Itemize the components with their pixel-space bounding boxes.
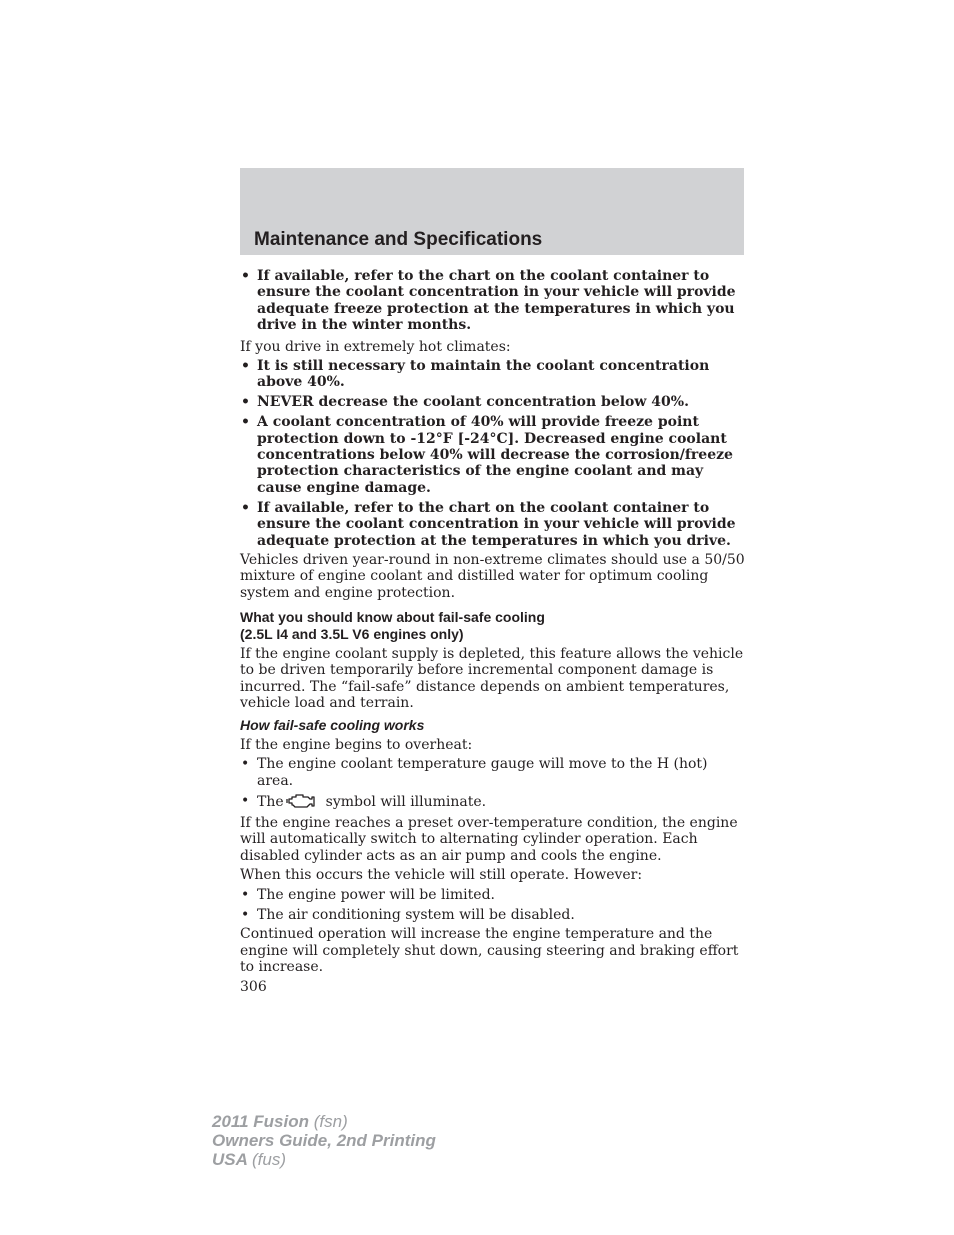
failsafe-heading-line-1: What you should know about fail-safe cooling: [240, 609, 545, 626]
continued-paragraph: Continued operation will increase the engine temperature and the engine will completely shut down, causing steering and braking effort to increase.: [240, 926, 739, 975]
operate-bullet-list: [240, 887, 745, 923]
hot-climates-intro: If you drive in extremely hot climates:: [240, 338, 511, 355]
mixture-paragraph: Vehicles driven year-round in non-extreme climates should use a 50/50 mixture of engine coolant and distilled water for optimum cooling system and engine protection.: [240, 552, 745, 601]
list-item: • The engine power will be limited.: [240, 887, 745, 903]
list-item: • It is still necessary to maintain the coolant concentration above 40%.: [240, 358, 745, 391]
overtemp-paragraph: If the engine reaches a preset over-temperature condition, the engine will automatically switch to alternating cylinder operation. Each disabled cylinder acts as an air pump and cools the engine.: [240, 814, 738, 864]
list-item: • If available, refer to the chart on the coolant container to ensure the coolant concentration in your vehicle will provide adequate freeze protection at the temperatures in which you drive in the winter months.: [240, 268, 745, 334]
footer-edition-info: [212, 1112, 436, 1169]
footer-line-1: [212, 1112, 436, 1131]
footer-market: USA: [212, 1150, 248, 1169]
footer-model-code: (fsn): [313, 1112, 348, 1131]
failsafe-heading-line-2: (2.5L I4 and 3.5L V6 engines only): [240, 625, 464, 642]
winter-bullet-list: [240, 268, 745, 334]
list-item: • A coolant concentration of 40% will provide freeze point protection down to -12°F [-24°C]. Decreased engine coolant concentrations below 40% will decrease the corrosion/freeze protection characteristics of the engine coolant and may cause engine damage.: [240, 414, 745, 496]
operate-intro: When this occurs the vehicle will still operate. However:: [240, 867, 643, 884]
footer-line-3: [212, 1150, 436, 1169]
list-item: • The air conditioning system will be disabled.: [240, 907, 745, 923]
overheat-intro: If the engine begins to overheat:: [240, 737, 473, 754]
failsafe-paragraph: If the engine coolant supply is depleted, this feature allows the vehicle to be driven temporarily before incremental component damage is incurred. The “fail-safe” distance depends on ambient temperatures, vehicle load and terrain.: [240, 646, 744, 712]
list-item: • If available, refer to the chart on the coolant container to ensure the coolant concentration in your vehicle will provide adequate protection at the temperatures in which you drive.: [240, 500, 745, 549]
how-failsafe-heading: How fail-safe cooling works: [240, 716, 425, 733]
overheat-bullet-list: [240, 756, 745, 810]
footer-market-code: (fus): [252, 1150, 286, 1169]
footer-line-2: Owners Guide, 2nd Printing: [212, 1131, 436, 1150]
list-item: • NEVER decrease the coolant concentration below 40%.: [240, 394, 745, 410]
failsafe-heading: [240, 609, 745, 642]
bullet-text-before: The: [257, 794, 284, 811]
check-engine-icon: [286, 793, 316, 809]
list-item: • The engine coolant temperature gauge will move to the H (hot) area.: [240, 756, 745, 789]
section-header-band: [240, 168, 744, 255]
section-title: Maintenance and Specifications: [254, 229, 543, 250]
list-item: [240, 793, 745, 810]
page-content: [240, 268, 745, 996]
hot-climates-bullet-list: [240, 358, 745, 549]
bullet-text-after: symbol will illuminate.: [325, 794, 487, 811]
page-number: 306: [240, 979, 267, 996]
footer-model: 2011 Fusion: [212, 1112, 309, 1131]
